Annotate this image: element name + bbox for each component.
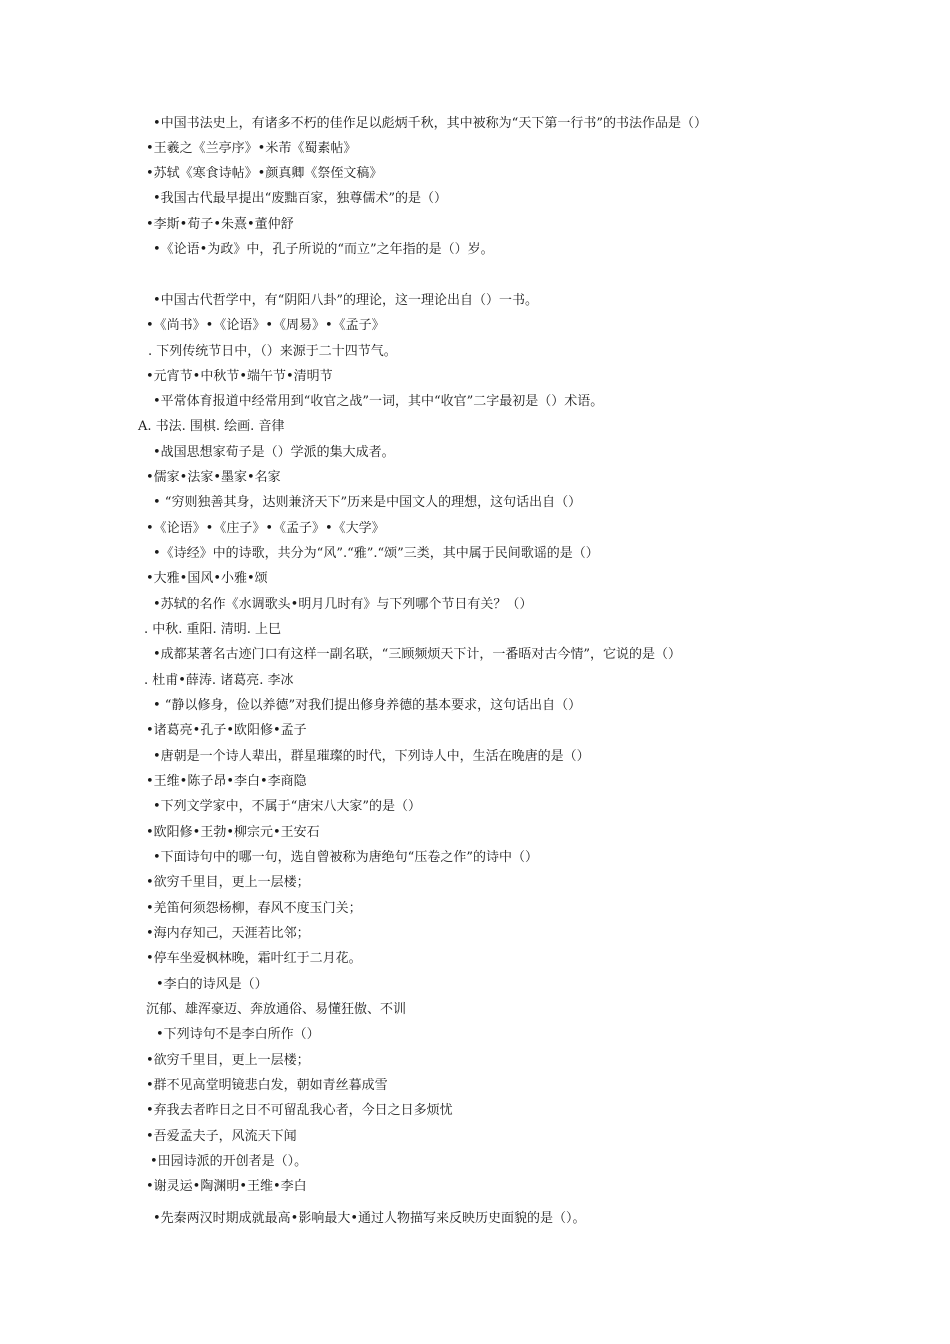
option-line: •《尚书》•《论语》•《周易》•《孟子》: [146, 318, 385, 333]
option-line: •欧阳修•王勃•柳宗元•王安石: [146, 825, 320, 840]
question-line: •下列诗句不是李白所作（）: [156, 1027, 320, 1042]
question-line: •下面诗句中的哪一句，选自曾被称为唐绝句“压卷之作”的诗中（）: [153, 850, 538, 865]
option-line: •王维•陈子昂•李白•李商隐: [146, 774, 307, 789]
option-line: •大雅•国风•小雅•颂: [146, 571, 268, 586]
question-line: •中国古代哲学中，有“阴阳八卦”的理论，这一理论出自（）一书。: [153, 293, 538, 308]
question-line: • “静以修身，俭以养德”对我们提出修身养德的基本要求，这句话出自（）: [153, 698, 582, 713]
question-line: •李白的诗风是（）: [156, 977, 268, 992]
option-line: •谢灵运•陶渊明•王维•李白: [146, 1179, 307, 1194]
question-line: •平常体育报道中经常用到“收官之战”一词，其中“收官”二字最初是（）术语。: [153, 394, 604, 409]
question-line: •田园诗派的开创者是（）。: [150, 1154, 308, 1169]
option-line: •羌笛何须怨杨柳，春风不度玉门关；: [146, 901, 362, 916]
question-line: • “穷则独善其身，达则兼济天下”历来是中国文人的理想，这句话出自（）: [153, 495, 582, 510]
question-line: •唐朝是一个诗人辈出，群星璀璨的时代，下列诗人中，生活在晚唐的是（）: [153, 749, 590, 764]
question-line: •苏轼的名作《水调歌头•明月几时有》与下列哪个节日有关？（）: [153, 597, 533, 612]
option-line: 沉郁、雄浑豪迈、奔放通俗、易懂狂傲、不训: [146, 1002, 407, 1017]
question-line: •战国思想家荀子是（）学派的集大成者。: [153, 445, 395, 460]
question-line: •先秦两汉时期成就最高•影响最大•通过人物描写来反映历史面貌的是（）。: [153, 1211, 586, 1226]
question-line: •我国古代最早提出“废黜百家，独尊儒术”的是（）: [153, 191, 447, 206]
option-line: •弃我去者昨日之日不可留乱我心者，今日之日多烦忧: [146, 1103, 453, 1118]
option-line: •海内存知己，天涯若比邻；: [146, 926, 310, 941]
option-line: •停车坐爱枫林晚，霜叶红于二月花。: [146, 951, 362, 966]
option-line: •王羲之《兰亭序》•米芾《蜀素帖》: [146, 141, 357, 156]
question-line: •《论语•为政》中，孔子所说的“而立”之年指的是（）岁。: [153, 242, 494, 257]
option-line: . 中秋. 重阳. 清明. 上巳: [144, 622, 282, 637]
question-line: •《诗经》中的诗歌，共分为“风”.“雅”.“颂”三类，其中属于民间歌谣的是（）: [153, 546, 599, 561]
option-line: •元宵节•中秋节•端午节•清明节: [146, 369, 333, 384]
question-line: •成都某著名古迹门口有这样一副名联，“三顾频烦天下计，一番晤对古今情”，它说的是（）: [153, 647, 681, 662]
option-line: •欲穷千里目，更上一层楼；: [146, 875, 310, 890]
question-line: •下列文学家中，不属于“唐宋八大家”的是（）: [153, 799, 421, 814]
question-line: •中国书法史上，有诸多不朽的佳作足以彪炳千秋，其中被称为“天下第一行书”的书法作品是（）: [153, 116, 707, 131]
option-line: •李斯•荀子•朱熹•董仲舒: [146, 217, 294, 232]
option-line: •诸葛亮•孔子•欧阳修•孟子: [146, 723, 307, 738]
option-line: •苏轼《寒食诗帖》•颜真卿《祭侄文稿》: [146, 166, 383, 181]
question-line: . 下列传统节日中，（）来源于二十四节气。: [148, 344, 397, 359]
option-line: A. 书法. 围棋. 绘画. 音律: [138, 419, 285, 434]
option-line: . 杜甫•薛涛. 诸葛亮. 李冰: [144, 673, 294, 688]
option-line: •欲穷千里目，更上一层楼；: [146, 1053, 310, 1068]
option-line: •吾爱孟夫子，风流天下闻: [146, 1129, 297, 1144]
option-line: •《论语》•《庄子》•《孟子》•《大学》: [146, 521, 385, 536]
option-line: •儒家•法家•墨家•名家: [146, 470, 281, 485]
option-line: •群不见高堂明镜悲白发，朝如青丝暮成雪: [146, 1078, 388, 1093]
